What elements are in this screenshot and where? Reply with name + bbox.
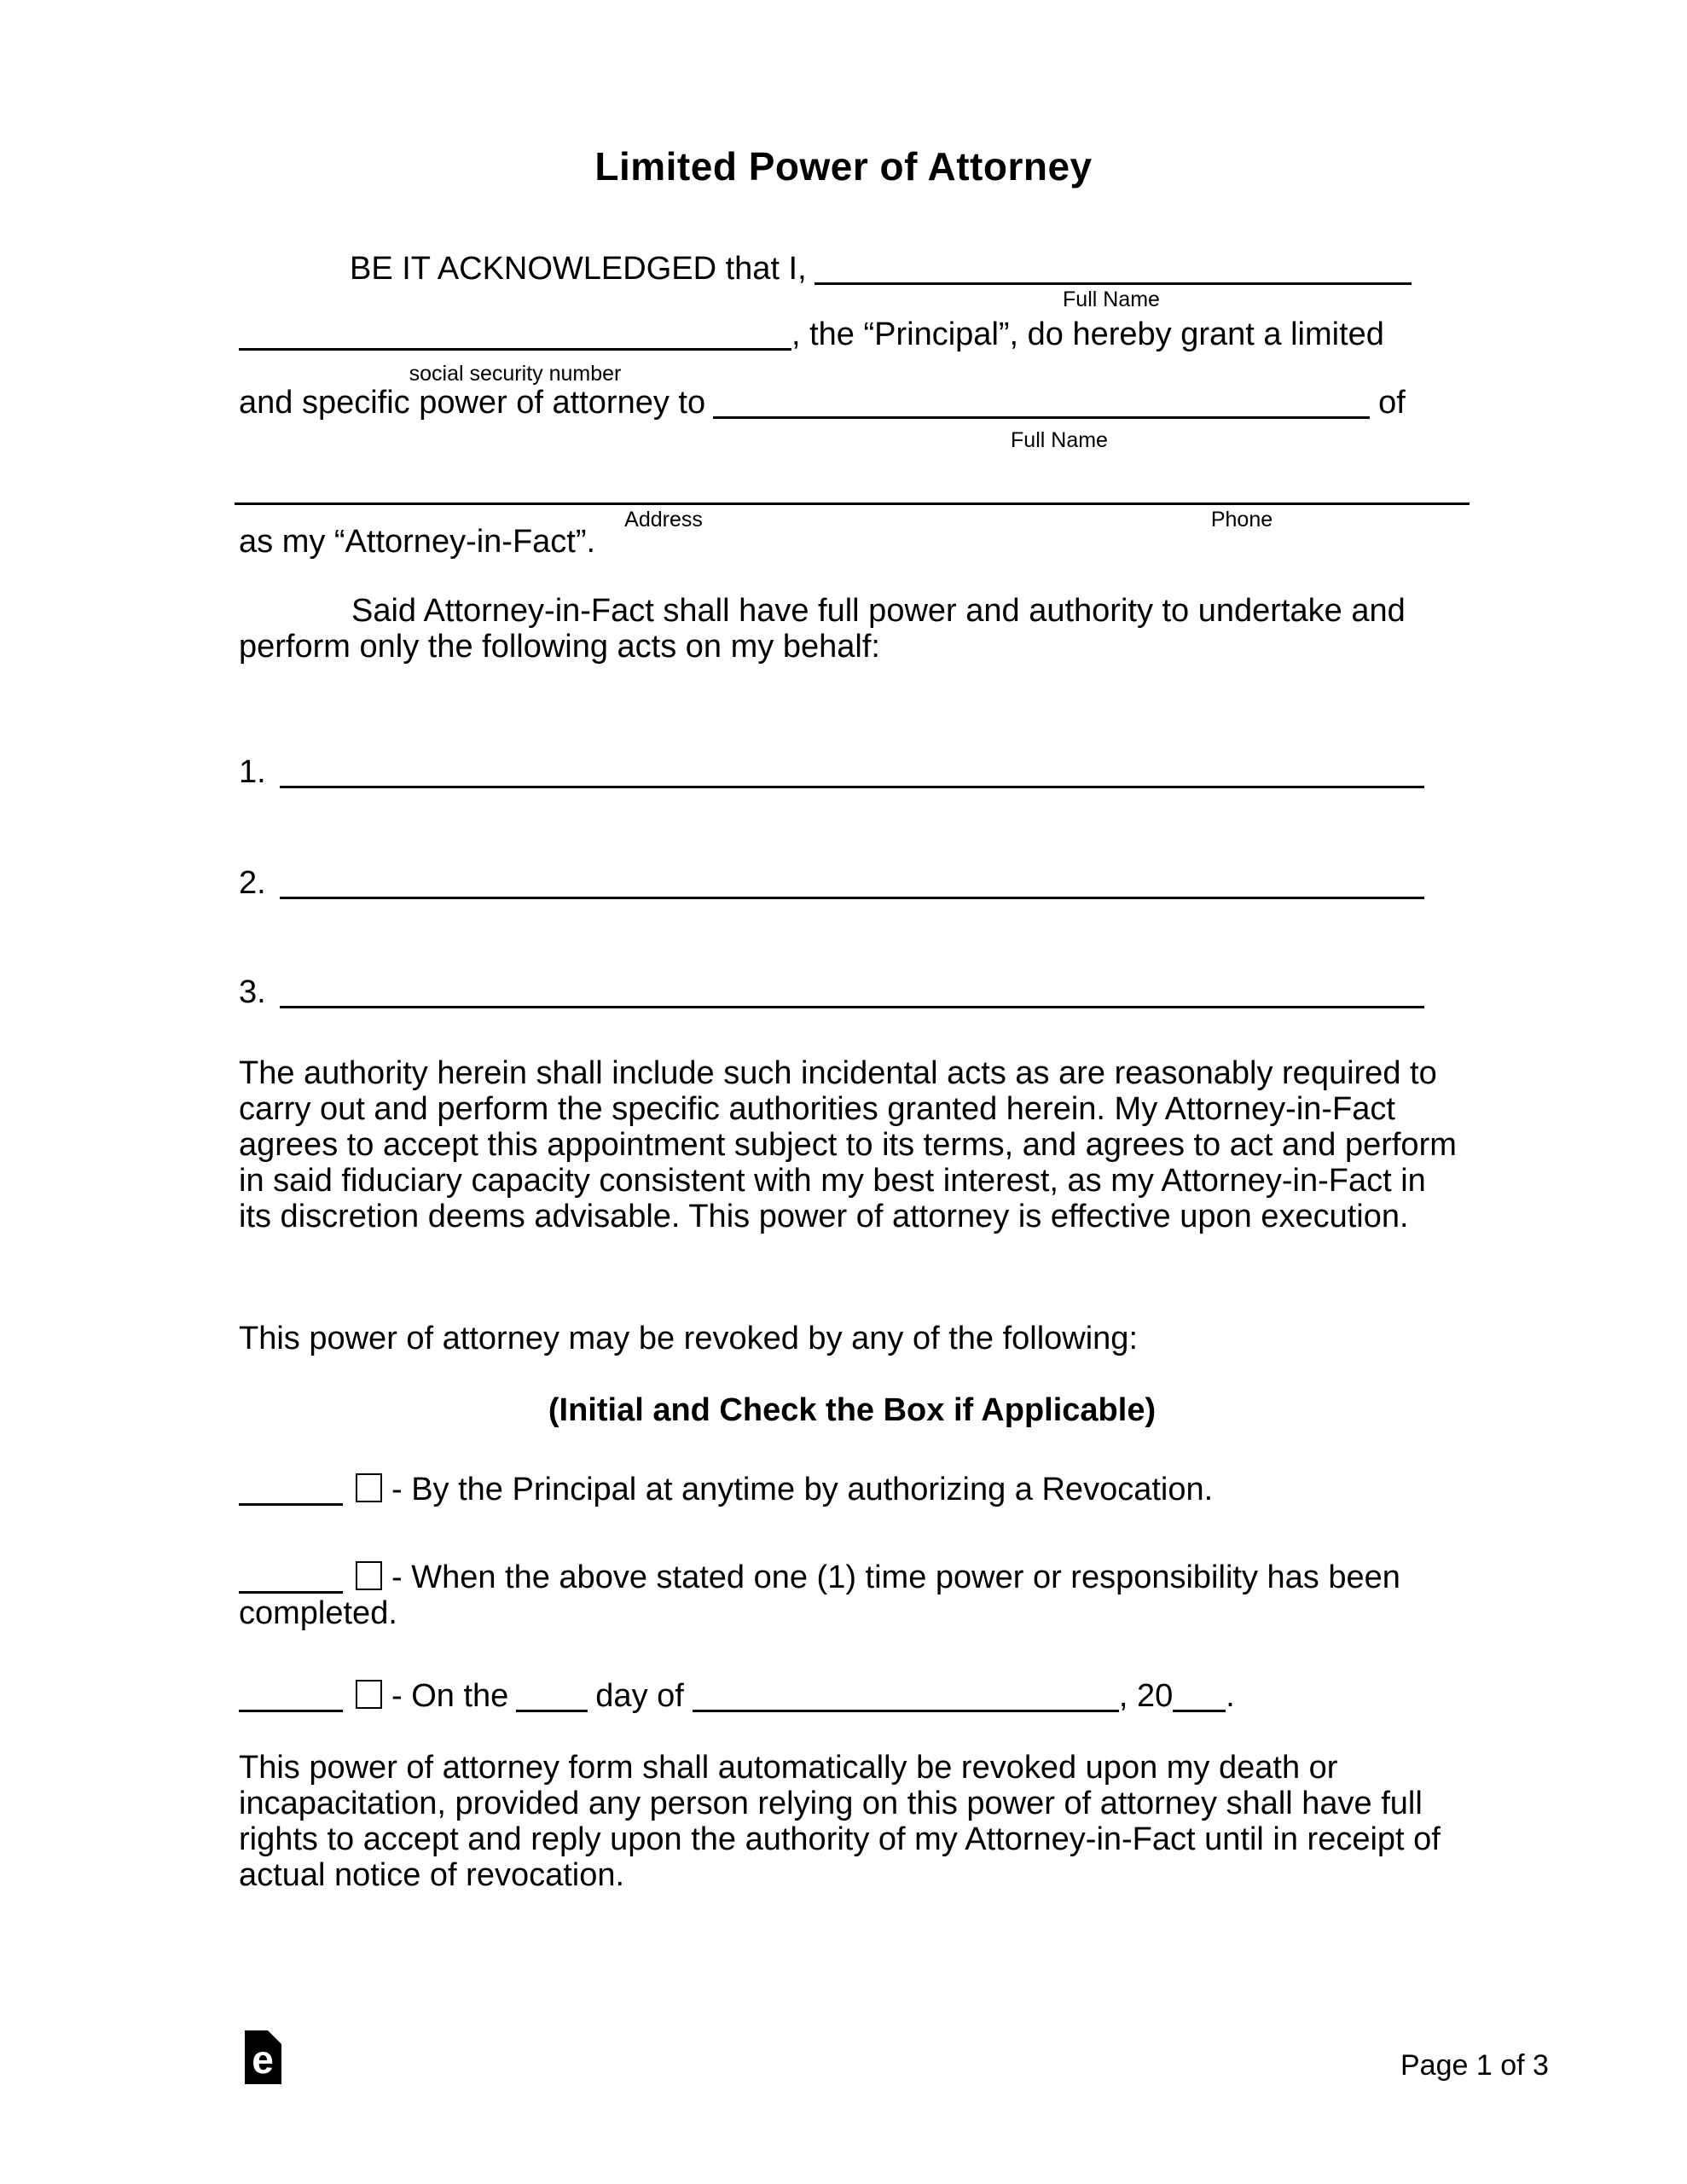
initials-blank-3[interactable] — [239, 1710, 343, 1712]
address-phone-blank[interactable] — [235, 474, 1470, 505]
revocation-option-3-year-prefix: , 20 — [1118, 1678, 1174, 1714]
principal-line — [239, 317, 1384, 352]
month-blank[interactable] — [693, 1710, 1119, 1712]
attorney-name-blank[interactable] — [713, 416, 1370, 419]
grant-line — [239, 385, 1406, 421]
revocation-checkbox-1[interactable] — [356, 1473, 382, 1502]
address-label: Address — [624, 508, 703, 531]
day-blank[interactable] — [516, 1710, 588, 1712]
act-3-number: 3. — [239, 974, 266, 1010]
act-2-blank[interactable] — [280, 897, 1424, 899]
ssn-blank[interactable] — [239, 348, 791, 351]
acknowledgment-text: BE IT ACKNOWLEDGED that I, — [350, 251, 807, 287]
revocation-option-3-period: . — [1226, 1678, 1235, 1714]
grant-of-text: of — [1378, 385, 1406, 421]
principal-name-blank[interactable] — [815, 282, 1412, 285]
revocation-option-3-middle: day of — [595, 1678, 684, 1714]
principal-text: , the “Principal”, do hereby grant a limited — [791, 317, 1384, 352]
full-name-label-2: Full Name — [1011, 428, 1108, 452]
initials-blank-2[interactable] — [239, 1591, 343, 1594]
act-3-blank[interactable] — [280, 1006, 1424, 1008]
revocation-option-3 — [239, 1678, 1465, 1714]
full-name-label: Full Name — [1063, 288, 1160, 311]
acknowledgment-line — [350, 251, 1412, 287]
said-paragraph: Said Attorney-in-Fact shall have full power and authority to undertake and perform only the following acts on my behalf: — [239, 593, 1406, 665]
logo-letter: e — [252, 2037, 274, 2082]
revocation-option-2 — [239, 1560, 1465, 1631]
initials-blank-1[interactable] — [239, 1503, 343, 1506]
act-line-2 — [239, 865, 1424, 901]
revocation-checkbox-2[interactable] — [356, 1561, 382, 1590]
act-line-1 — [239, 754, 1424, 790]
revocation-intro: This power of attorney may be revoked by any of the following: — [239, 1321, 1138, 1356]
revocation-option-2-text: - When the above stated one (1) time power or responsibility has been completed. — [239, 1560, 1400, 1631]
revocation-option-3-prefix: - On the — [391, 1678, 509, 1714]
initial-check-heading: (Initial and Check the Box if Applicable) — [548, 1392, 1157, 1428]
act-1-blank[interactable] — [280, 786, 1424, 788]
authority-paragraph: The authority herein shall include such incidental acts as are reasonably required to carry out and perform the specific authorities granted herein. My Attorney-in-Fact agrees to accept this appointment subject to its terms, and agrees to act and perform in said fiduciary capacity consistent with my best interest, as my Attorney-in-Fact in its discretion deems advisable. This power of attorney is effective upon execution. — [239, 1055, 1457, 1234]
eforms-logo-icon — [245, 2030, 281, 2084]
grant-text: and specific power of attorney to — [239, 385, 706, 421]
revocation-option-1 — [239, 1472, 1465, 1507]
death-paragraph: This power of attorney form shall automatically be revoked upon my death or incapacitation, provided any person relying on this power of attorney shall have full rights to accept and reply upon the authority of my Attorney-in-Fact until in receipt of actual notice of revocation. — [239, 1750, 1441, 1893]
act-line-3 — [239, 974, 1424, 1010]
revocation-option-1-text: - By the Principal at anytime by authorizing a Revocation. — [391, 1472, 1214, 1507]
phone-label: Phone — [1210, 508, 1273, 531]
year-blank[interactable] — [1173, 1710, 1226, 1712]
act-2-number: 2. — [239, 865, 266, 901]
revocation-checkbox-3[interactable] — [356, 1680, 382, 1709]
page-number: Page 1 of 3 — [1400, 2049, 1549, 2082]
ssn-label: social security number — [409, 362, 622, 386]
attorney-in-fact-line: as my “Attorney-in-Fact”. — [239, 524, 596, 560]
page-title: Limited Power of Attorney — [594, 144, 1093, 189]
act-1-number: 1. — [239, 754, 266, 790]
